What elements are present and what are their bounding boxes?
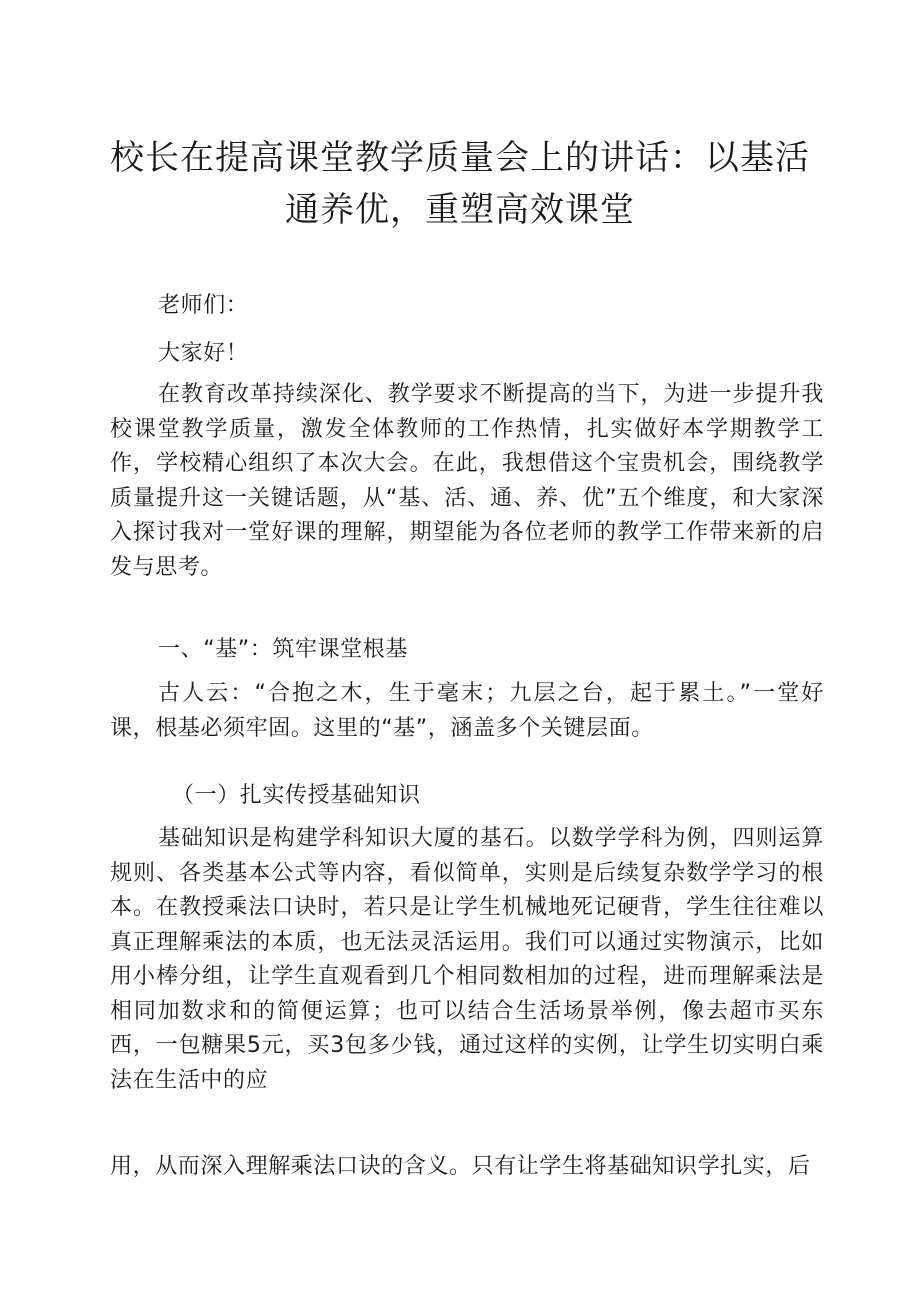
section-heading-ji: 一、“基”：筑牢课堂根基 <box>158 637 408 662</box>
greeting: 大家好！ <box>158 341 249 366</box>
subsection-heading-basic-knowledge: （一）扎实传授基础知识 <box>172 783 421 808</box>
continuation-paragraph: 用，从而深入理解乘法口诀的含义。只有让学生将基础知识学扎实，后 <box>110 1154 811 1179</box>
document-title: 校长在提高课堂教学质量会上的讲话：以基活通养优，重塑高效课堂 <box>110 138 810 230</box>
section-paragraph-ji: 古人云：“合抱之木，生于毫末；九层之台，起于累土。”一堂好课，根基必须牢固。这里的“基”，涵盖多个关键层面。 <box>110 681 824 741</box>
intro-paragraph: 在教育改革持续深化、教学要求不断提高的当下，为进一步提升我校课堂教学质量，激发全体教师的工作热情，扎实做好本学期教学工作，学校精心组织了本次大会。在此，我想借这个宝贵机会，围绕教学质量提升这一关键话题，从“基、活、通、养、优”五个维度，和大家深入探讨我对一堂好课的理解，期望能为各位老师的教学工作带来新的启发与思考。 <box>110 382 824 580</box>
salutation: 老师们： <box>158 293 249 318</box>
subsection-paragraph-basic-knowledge: 基础知识是构建学科知识大厦的基石。以数学学科为例，四则运算规则、各类基本公式等内容，看似简单，实则是后续复杂数学学习的根本。在教授乘法口诀时，若只是让学生机械地死记硬背，学生往往难以真正理解乘法的本质，也无法灵活运用。我们可以通过实物演示，比如用小棒分组，让学生直观看到几个相同数相加的过程，进而理解乘法是相同加数求和的简便运算；也可以结合生活场景举例，像去超市买东西，一包糖果5元，买3包多少钱，通过这样的实例，让学生切实明白乘法在生活中的应 <box>110 826 824 1093</box>
